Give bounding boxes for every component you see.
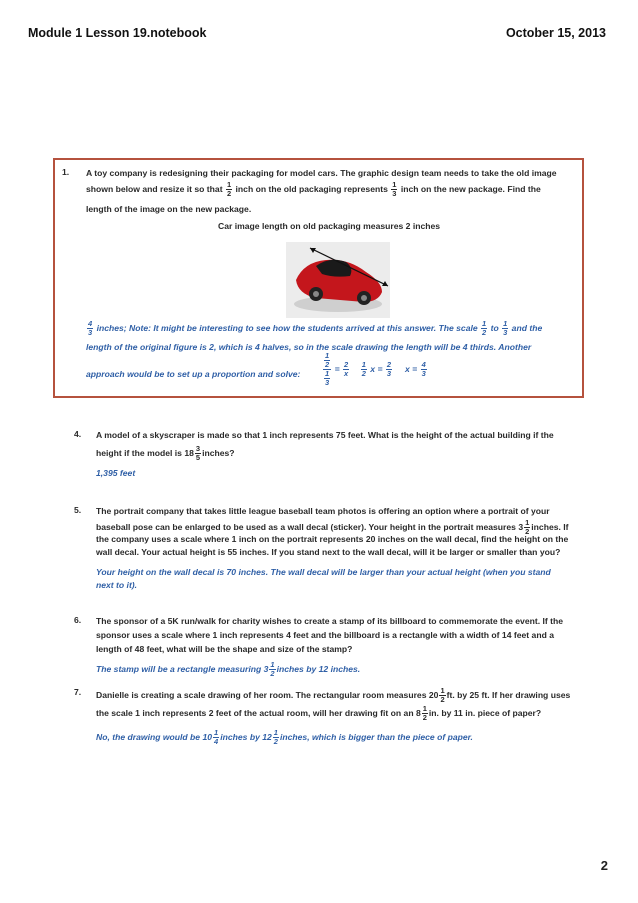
page-number: 2 [600, 858, 608, 873]
problem-7-answer: No, the drawing would be 10 $\frac{1}{4}$ inches by 12 $\frac{1}{2}$ inches, which is bigger than the piece of paper. [96, 728, 473, 746]
fraction-one-half: $\frac{1}{2}$ [525, 518, 530, 536]
car-caption: Car image length on old packaging measures 2 inches [218, 221, 441, 231]
problem-1-line-2 [86, 181, 541, 198]
four-thirds: $\frac{4}{3}$ [421, 360, 426, 378]
header-title: Module 1 Lesson 19.notebook [28, 26, 207, 40]
answer-1a: inches; Note: It might be interesting to see how the students arrived at this answer. The scale [96, 322, 478, 333]
problem-1-line-2a: shown below and resize it so that [86, 183, 223, 194]
header-date: October 15, 2013 [505, 26, 606, 40]
problem-5-line-4: wall decal. Your actual height is 55 inches. If you stand next to the wall decal, will it be larger or smaller than you? [96, 547, 561, 557]
problem-5-line-1: The portrait company that takes little league baseball team photos is offering an option where a portrait of your [96, 506, 550, 516]
answer-1c: and the [511, 322, 543, 333]
problem-1-answer-line-2: length of the original figure is 2, which is 4 halves, so in the scale drawing the length will be 4 thirds. Another [86, 342, 532, 352]
fraction-one-third: $\frac{1}{3}$ [503, 319, 508, 337]
problem-6-answer: The stamp will be a rectangle measuring 3 $\frac{1}{2}$ inches by 12 inches. [96, 660, 361, 678]
two-over-x: $\frac{2}{x}$ [343, 360, 349, 378]
problem-5-answer-2: next to it). [96, 580, 138, 590]
fraction-one-quarter: $\frac{1}{4}$ [214, 728, 219, 746]
problem-4-number: 4. [74, 429, 82, 439]
fraction-one-half: $\frac{1}{2}$ [482, 319, 487, 337]
problem-6-line-1: The sponsor of a 5K run/walk for charity wishes to create a stamp of its billboard to commemorate the event. If the [96, 616, 564, 626]
fraction-one-half: $\frac{1}{2}$ [422, 704, 427, 722]
problem-1-line-2b: inch on the old packaging represents [235, 183, 388, 194]
problem-5-line-3: the company uses a scale where 1 inch on the portrait represents 20 inches on the wall decal, find the height on the [96, 534, 569, 544]
answer-1b: to [490, 322, 499, 333]
problem-6-number: 6. [74, 615, 82, 625]
problem-7-line-2: the scale 1 inch represents 2 feet of the actual room, will her drawing fit on an 8 $\frac{1}{2}$ in. by 11 in. piece of paper? [96, 704, 542, 722]
proportion-equation: $\frac{\frac{1}{2}}{\frac{1}{3}}$ = $\frac{2}{x}$ $\frac{1}{2}$ x = $\frac{2}{3}$ x = $\frac{4}{3}$ [325, 351, 426, 387]
car-drawing [286, 242, 390, 318]
problem-5-number: 5. [74, 505, 82, 515]
problem-7-line-1: Danielle is creating a scale drawing of her room. The rectangular room measures 20 $\frac{1}{2}$ ft. by 25 ft. If her drawing uses [96, 686, 571, 704]
problem-1-line-1: A toy company is redesigning their packaging for model cars. The graphic design team needs to take the old image [86, 168, 557, 178]
fraction-three-fifths: $\frac{3}{5}$ [195, 444, 201, 462]
problem-4-line-2: height if the model is 18 $\frac{3}{5}$ inches? [96, 444, 235, 462]
problem-5-line-2: baseball pose can be enlarged to be used as a wall decal (sticker). Your height in the portrait measures 3 $\frac{1}{2}$ inches. If [96, 518, 569, 536]
fraction-one-half: $\frac{1}{2}$ [361, 360, 366, 378]
problem-4-line-1: A model of a skyscraper is made so that 1 inch represents 75 feet. What is the height of the actual building if the [96, 430, 554, 440]
problem-1-line-3: length of the image on the new package. [86, 204, 252, 214]
toy-car-image [286, 242, 390, 318]
problem-1-answer-line-1 [86, 320, 542, 337]
fraction-one-half: $\frac{1}{2}$ [440, 686, 445, 704]
problem-7-number: 7. [74, 687, 82, 697]
problem-5-answer-1: Your height on the wall decal is 70 inches. The wall decal will be larger than your actual height (when you stand [96, 567, 551, 577]
fraction-four-thirds: $\frac{4}{3}$ [88, 319, 93, 337]
fraction-one-half: $\frac{1}{2}$ [273, 728, 278, 746]
problem-1-answer-line-3: approach would be to set up a proportion and solve: [86, 369, 301, 379]
fraction-one-half: $\frac{1}{2}$ [270, 660, 275, 678]
problem-6-line-2: sponsor uses a scale where 1 inch represents 4 feet and the billboard is a rectangle with a width of 14 feet and a [96, 630, 554, 640]
fraction-one-third: $\frac{1}{3}$ [392, 180, 397, 198]
problem-1-line-2c: inch on the new package. Find the [400, 183, 541, 194]
problem-1-number: 1. [62, 167, 70, 177]
problem-4-answer: 1,395 feet [96, 468, 136, 478]
problem-6-line-3: length of 48 feet, what will be the shape and size of the stamp? [96, 644, 353, 654]
proportion-left: $\frac{\frac{1}{2}}{\frac{1}{3}}$ [325, 351, 330, 387]
fraction-one-half: $\frac{1}{2}$ [226, 180, 232, 198]
two-thirds: $\frac{2}{3}$ [386, 360, 392, 378]
